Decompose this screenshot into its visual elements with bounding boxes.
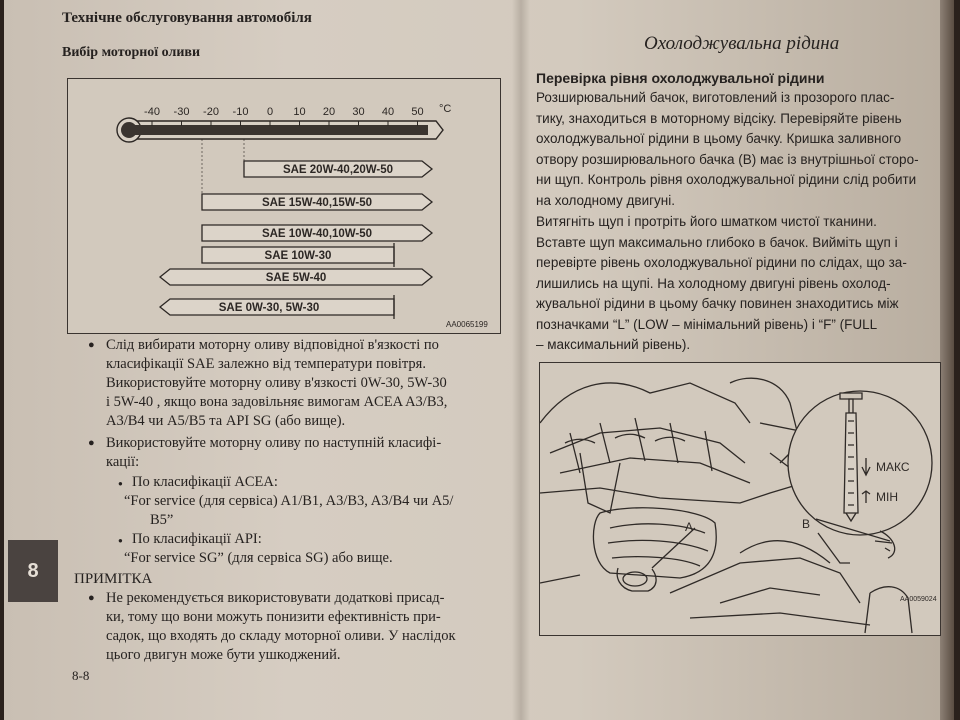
temp-tick-label: -30 [173,106,190,118]
gutter-shadow [512,0,530,720]
para1-line-1: тику, знаходиться в моторному відсіку. Перевіряйте рівень [536,110,902,126]
dipstick-min-label: МІН [876,490,898,504]
oil-selection-title: Вибір моторної оливи [62,45,201,60]
engine-illustration [540,363,940,635]
api-text: “For service SG” (для сервіса SG) або вище. [124,550,393,566]
para2-line-6: – максимальний рівень). [536,337,691,352]
coolant-para1 [536,88,934,211]
cap-label-b: B [802,517,811,531]
note-line-0: ● Не рекомендується використовувати додаткові присад- [106,589,516,608]
temp-tick-label: 20 [322,106,336,118]
temp-tick-label: 40 [381,106,395,118]
coolant-tank-figure [539,362,941,636]
bullet1-line-0: ● Слід вибирати моторну оливу відповідної в'язкості по [106,336,506,355]
oil-grade-label: SAE 0W-30, 5W-30 [218,302,320,314]
para2-line-3: лишились на щупі. На холодному двигуні рівень охолод- [536,275,891,291]
oil-viscosity-svg [68,79,500,333]
para1-line-3: отвору розширювального бачка (B) має із внутрішньої сторо- [536,151,919,167]
note-line-3: цього двигун може бути ушкоджений. [106,647,341,663]
temp-unit: °C [439,103,452,115]
tank-label-a: A [685,520,694,534]
para1-line-0: Розширювальний бачок, виготовлений із прозорого плас- [536,90,895,105]
page-edge [940,0,954,720]
acea-line-1: B5” [150,512,174,528]
bullet1-line-3: і 5W-40 , якщо вона задовільняє вимогам ACEA A3/B3, [106,394,448,410]
note-line-1: ки, тому що вони можуть понизити ефективність при- [106,609,441,625]
bullet-classification [106,434,506,472]
api-label: ● По класифікації API: [132,530,512,549]
note-text [106,589,516,665]
temp-tick-label: 10 [293,106,306,118]
bullet1-line-2: Використовуйте моторну оливу в'язкості 0W-30, 5W-30 [106,375,447,391]
para2-line-4: жувальної рідини в цьому бачку повинен знаходитись між [536,296,899,311]
para2-line-5: позначками “L” (LOW – мінімальний рівень) і “F” (FULL [536,316,878,332]
coolant-title: Охолоджувальна рідина [644,33,840,54]
para1-line-5: на холодному двигуні. [536,192,676,208]
temp-tick-label: 0 [266,106,274,118]
temp-tick-label: -20 [203,106,219,118]
section-header: Технічне обслуговування автомобіля [62,10,312,26]
oil-grade-label: SAE 5W-40 [265,272,327,284]
oil-viscosity-chart [67,78,501,334]
note-line-2: садок, що входять до складу моторної оливи. У наслідок [106,628,456,644]
temp-tick-label: 50 [411,106,424,118]
dipstick-max-label: МАКС [876,460,910,474]
sub-api [132,530,512,549]
manual-page-spread [4,0,954,720]
sub-acea [132,473,512,492]
oil-grade-label: SAE 10W-30 [264,250,332,262]
para1-line-2: охолоджувальної рідини в цьому бачку. Кришка заливного [536,131,902,146]
bullet2-line-0: ● Використовуйте моторну оливу по наступній класифі- [106,434,506,453]
bullet1-line-1: класифікації SAE залежно від температури повітря. [106,356,426,372]
temp-tick-label: -10 [232,106,249,118]
para1-line-4: ни щуп. Контроль рівня охолоджувальної рідини слід робити [536,172,917,187]
acea-label: ● По класифікації ACEA: [132,473,512,492]
temp-tick-label: -40 [144,106,160,118]
para2-line-1: Вставте щуп максимально глибоко в бачок. Вийміть щуп і [536,234,898,250]
oil-grade-label: SAE 10W-40,10W-50 [261,228,373,240]
note-title: ПРИМІТКА [74,571,153,587]
oil-grade-label: SAE 15W-40,15W-50 [261,197,373,209]
acea-line-0: “For service (для сервіса) A1/B1, A3/B3, A3/B4 чи A5/ [124,493,454,509]
temp-tick-label: 30 [352,106,365,118]
coolant-para2 [536,212,934,356]
coolant-check-subtitle: Перевірка рівня охолоджувальної рідини [536,70,825,86]
chart-figure-code: AA0065199 [446,320,488,329]
page-number: 8-8 [72,668,90,683]
bullet2-line-1: кації: [106,454,140,470]
para2-line-0: Витягніть щуп і протріть його шматком чистої тканини. [536,214,877,229]
bullet1-line-4: A3/B4 чи A5/B5 та API SG (або вище). [106,413,346,429]
figure-code: AA0059024 [900,596,937,603]
oil-grade-label: SAE 20W-40,20W-50 [282,164,394,176]
acea-text [124,492,514,530]
para2-line-2: перевірте рівень охолоджувальної рідини по слідах, що за- [536,255,907,270]
bullet-sae-viscosity [106,336,506,431]
chapter-tab: 8 [8,540,58,602]
